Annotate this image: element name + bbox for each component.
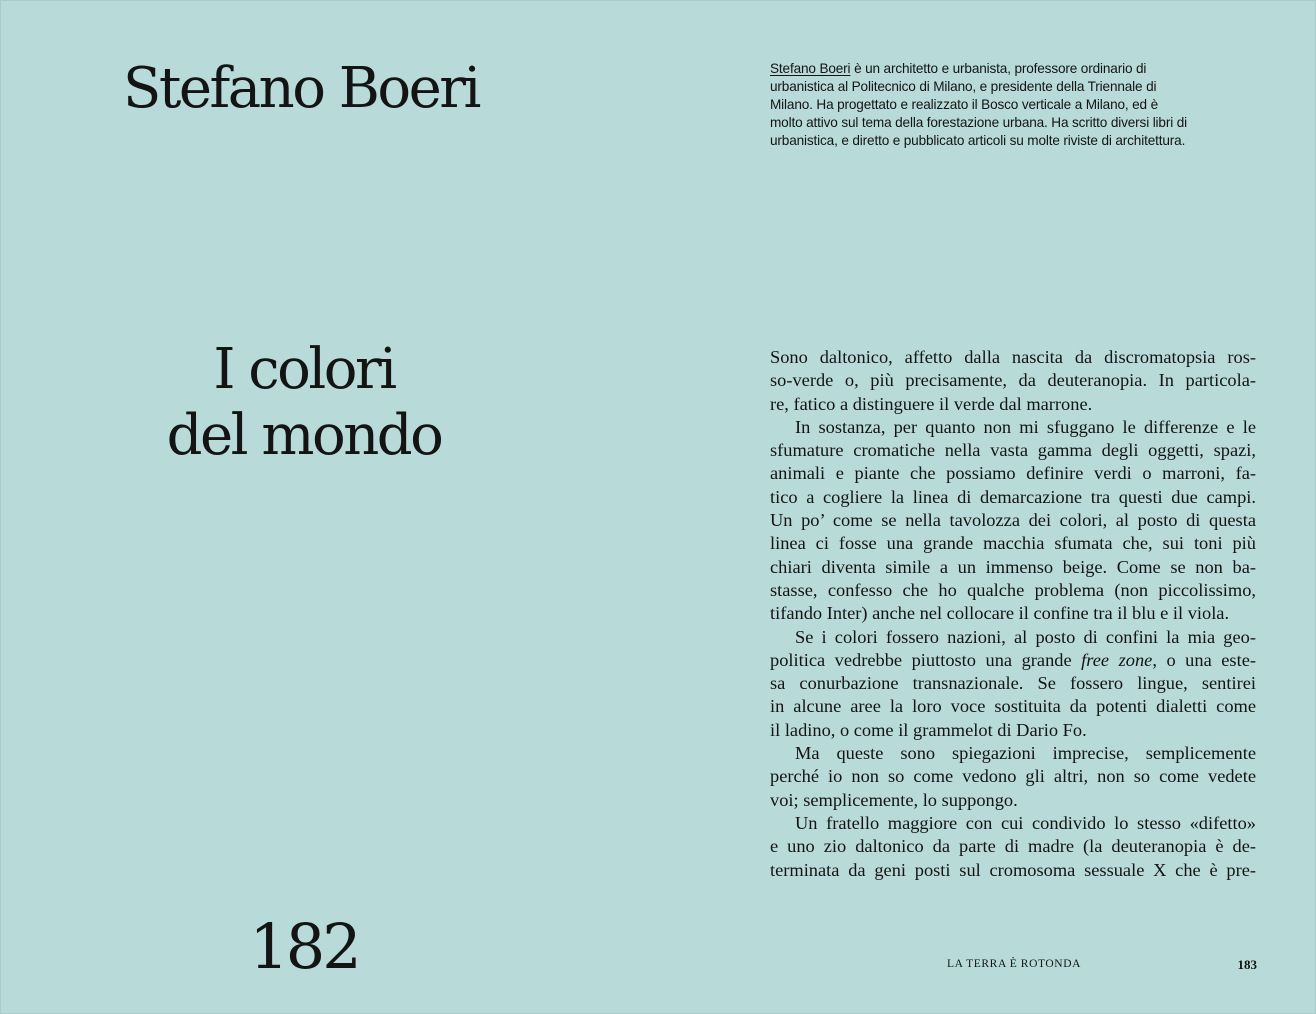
text-line: Se i colori fossero nazioni, al posto di confini la mia geo- (795, 626, 1256, 647)
text-line: in alcune aree la loro voce sostituita da potenti dialetti come (770, 696, 1256, 717)
text-line: e uno zio daltonico da parte di madre (la deuteranopia è de- (770, 836, 1256, 857)
running-head: LA TERRA È ROTONDA (947, 958, 1082, 970)
text-line: voi; semplicemente, lo suppongo. (770, 789, 1018, 810)
text-line: so-verde o, più precisamente, da deuteranopia. In particola- (770, 370, 1256, 391)
bio-author-name: Stefano Boeri (770, 61, 851, 76)
bio-line: molto attivo sul tema della forestazione urbana. Ha scritto diversi libri di (770, 115, 1187, 130)
text-line: Un fratello maggiore con cui condivido lo stesso «difetto» (795, 812, 1256, 833)
text-line: In sostanza, per quanto non mi sfuggano le differenze e le (795, 416, 1256, 437)
text-line: sa conurbazione transnazionale. Se fossero lingue, sentirei (770, 673, 1256, 694)
text-line: re, fatico a distinguere il verde dal marrone. (770, 393, 1093, 414)
chapter-title-line: del mondo (166, 403, 442, 468)
chapter-title-line: I colori (213, 337, 395, 402)
left-page-number: 182 (249, 910, 359, 983)
author-name: Stefano Boeri (123, 56, 479, 121)
text-line: tico a cogliere la linea di demarcazione tra questi due campi. (770, 486, 1256, 507)
right-page-number: 183 (1237, 957, 1257, 972)
bio-line (770, 60, 1260, 78)
text-line: Un po’ come se nella tavolozza dei colori, al posto di questa (770, 510, 1256, 531)
text-line: stasse, confesso che ho qualche problema (non piccolissimo, (770, 579, 1256, 600)
text-line: terminata da geni posti sul cromosoma sessuale X che è pre- (770, 859, 1256, 880)
text-line: sfumature cromatiche nella vasta gamma degli oggetti, spazi, (770, 440, 1256, 461)
text-line: animali e piante che possiamo definire verdi o marroni, fa- (770, 463, 1256, 484)
text-line (770, 649, 1256, 672)
italic-term: free zone (1081, 649, 1153, 670)
text-line: tifando Inter) anche nel collocare il confine tra il blu e il viola. (770, 603, 1230, 624)
text-line: Ma queste sono spiegazioni imprecise, semplicemente (795, 743, 1256, 764)
text-line: linea ci fosse una grande macchia sfumata che, sui toni più (770, 533, 1256, 554)
author-bio (770, 60, 1260, 150)
bio-line: urbanistica, e diretto e pubblicato articoli su molte riviste di architettura. (770, 133, 1186, 148)
bio-line: urbanistica al Politecnico di Milano, e presidente della Triennale di (770, 79, 1157, 94)
bio-text: è un architetto e urbanista, professore ordinario di (850, 61, 1147, 76)
text-fragment: , o una este- (1152, 649, 1256, 670)
text-line: chiari diventa simile a un immenso beige. Come se non ba- (770, 556, 1256, 577)
text-line: il ladino, o come il grammelot di Dario Fo. (770, 719, 1087, 740)
bio-line: Milano. Ha progettato e realizzato il Bosco verticale a Milano, ed è (770, 97, 1159, 112)
text-line: perché io non so come vedono gli altri, non so come vedete (770, 766, 1256, 787)
text-fragment: politica vedrebbe piuttosto una grande (770, 649, 1082, 670)
chapter-title (123, 337, 485, 469)
text-line: Sono daltonico, affetto dalla nascita da discromatopsia ros- (770, 347, 1256, 367)
body-text (770, 346, 1256, 882)
